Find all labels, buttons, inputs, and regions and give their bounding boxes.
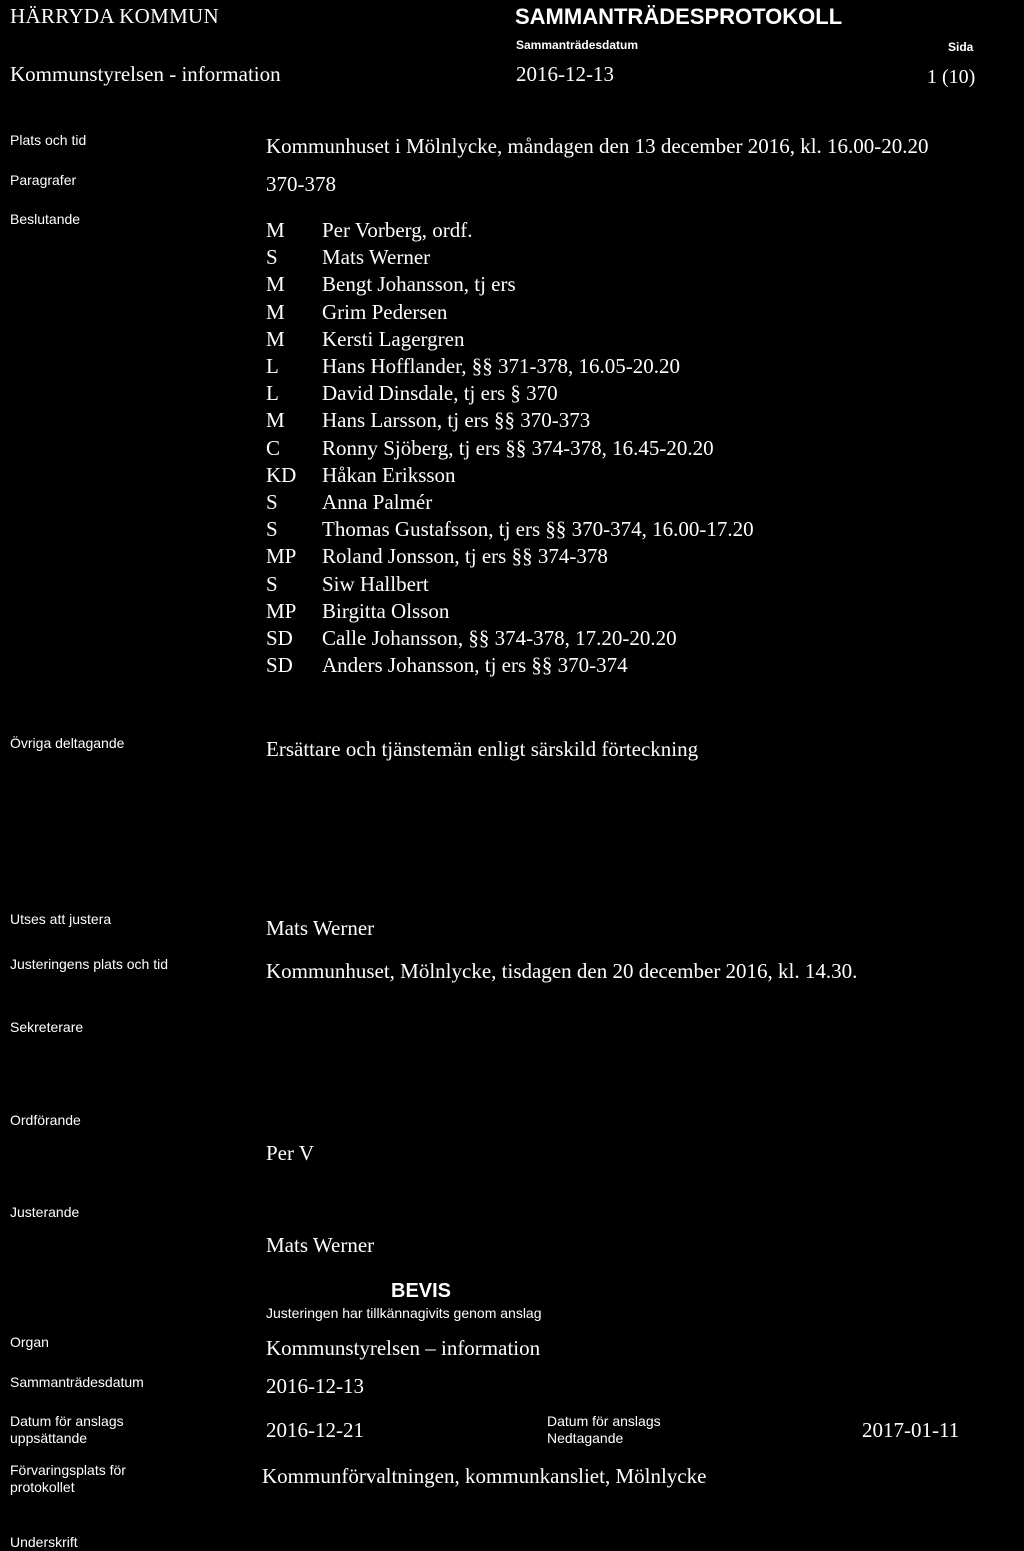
member-party: S <box>266 517 278 542</box>
member-row <box>266 625 1006 652</box>
member-name: Anna Palmér <box>322 489 433 514</box>
member-party: L <box>266 354 279 379</box>
bevis-title: BEVIS <box>391 1280 452 1302</box>
underskrift-label: Underskrift <box>10 1534 78 1550</box>
uppsattande-label-line-1: Datum för anslags <box>10 1413 124 1429</box>
date-label: Sammanträdesdatum <box>516 38 639 52</box>
member-name: Birgitta Olsson <box>322 598 450 623</box>
forvaring-label-line-1: Förvaringsplats för <box>10 1462 126 1478</box>
member-party: M <box>266 272 285 297</box>
justering-label: Justeringens plats och tid <box>10 956 168 972</box>
meeting-date: 2016-12-13 <box>516 62 614 86</box>
member-row <box>266 489 1006 516</box>
member-party: M <box>266 299 285 324</box>
sekreterare-label: Sekreterare <box>10 1019 84 1035</box>
member-row <box>266 271 1006 298</box>
bevis-subtitle: Justeringen har tillkännagivits genom anslag <box>266 1305 542 1321</box>
member-row <box>266 516 1006 543</box>
member-list <box>266 217 1006 679</box>
member-row <box>266 570 1006 597</box>
forvaring-label-line-2: protokollet <box>10 1479 75 1495</box>
justerande-value: Mats Werner <box>266 1233 375 1257</box>
organ-value: Kommunstyrelsen – information <box>266 1336 541 1360</box>
member-party: MP <box>266 598 297 623</box>
utses-value: Mats Werner <box>266 916 375 940</box>
member-party: KD <box>266 462 297 487</box>
nedtagande-label <box>547 1413 661 1447</box>
nedtagande-value: 2017-01-11 <box>862 1418 960 1442</box>
utses-label: Utses att justera <box>10 911 112 927</box>
plats-value: Kommunhuset i Mölnlycke, måndagen den 13 december 2016, kl. 16.00-20.20 <box>266 134 929 158</box>
uppsattande-label <box>10 1413 124 1447</box>
member-row <box>266 299 1006 326</box>
member-name: Thomas Gustafsson, tj ers §§ 370-374, 16.00-17.20 <box>322 517 754 542</box>
member-name: Anders Johansson, tj ers §§ 370-374 <box>322 653 628 678</box>
member-name: Kersti Lagergren <box>322 326 465 351</box>
ordforande-label: Ordförande <box>10 1112 81 1128</box>
document-title: SAMMANTRÄDESPROTOKOLL <box>515 4 843 29</box>
member-name: Grim Pedersen <box>322 299 448 324</box>
member-name: Calle Johansson, §§ 374-378, 17.20-20.20 <box>322 625 677 650</box>
member-party: S <box>266 489 278 514</box>
forvaring-label <box>10 1462 126 1496</box>
member-party: C <box>266 435 281 460</box>
nedtagande-label-line-1: Datum för anslags <box>547 1413 661 1429</box>
paragrafer-value: 370-378 <box>266 172 336 196</box>
paragrafer-label: Paragrafer <box>10 172 77 188</box>
member-row <box>266 543 1006 570</box>
member-row <box>266 407 1006 434</box>
member-party: SD <box>266 625 293 650</box>
member-party: S <box>266 571 278 596</box>
member-name: David Dinsdale, tj ers § 370 <box>322 381 558 406</box>
nedtagande-label-line-2: Nedtagande <box>547 1430 624 1446</box>
member-row <box>266 652 1006 679</box>
member-party: M <box>266 218 285 243</box>
justerande-label: Justerande <box>10 1204 80 1220</box>
member-row <box>266 353 1006 380</box>
uppsattande-label-line-2: uppsättande <box>10 1430 88 1446</box>
organ-label: Organ <box>10 1334 49 1350</box>
plats-label: Plats och tid <box>10 132 87 148</box>
page-label: Sida <box>948 40 974 54</box>
ordforande-value: Per V <box>266 1141 315 1165</box>
org-name: HÄRRYDA KOMMUN <box>10 4 219 28</box>
beslutande-label: Beslutande <box>10 211 81 227</box>
member-party: M <box>266 326 285 351</box>
member-party: L <box>266 381 279 406</box>
member-name: Per Vorberg, ordf. <box>322 218 473 243</box>
ovriga-value: Ersättare och tjänstemän enligt särskild förteckning <box>266 737 699 761</box>
member-party: M <box>266 408 285 433</box>
unit-name: Kommunstyrelsen - information <box>10 62 281 86</box>
member-name: Mats Werner <box>322 245 431 270</box>
member-row <box>266 435 1006 462</box>
member-name: Hans Hofflander, §§ 371-378, 16.05-20.20 <box>322 354 681 379</box>
forvaring-value: Kommunförvaltningen, kommunkansliet, Mölnlycke <box>262 1464 707 1488</box>
member-name: Bengt Johansson, tj ers <box>322 272 516 297</box>
member-row <box>266 326 1006 353</box>
uppsattande-value: 2016-12-21 <box>266 1418 364 1442</box>
page-number: 1 (10) <box>927 66 976 88</box>
bevis-datum-value: 2016-12-13 <box>266 1374 364 1398</box>
member-row <box>266 598 1006 625</box>
member-name: Ronny Sjöberg, tj ers §§ 374-378, 16.45-20.20 <box>322 435 714 460</box>
member-party: MP <box>266 544 297 569</box>
justering-value: Kommunhuset, Mölnlycke, tisdagen den 20 december 2016, kl. 14.30. <box>266 959 858 983</box>
ovriga-label: Övriga deltagande <box>10 735 125 751</box>
member-row <box>266 462 1006 489</box>
member-party: S <box>266 245 278 270</box>
member-row <box>266 217 1006 244</box>
member-name: Hans Larsson, tj ers §§ 370-373 <box>322 408 591 433</box>
member-name: Roland Jonsson, tj ers §§ 374-378 <box>322 544 608 569</box>
member-row <box>266 244 1006 271</box>
member-name: Håkan Eriksson <box>322 462 456 487</box>
member-name: Siw Hallbert <box>322 571 429 596</box>
member-row <box>266 380 1006 407</box>
member-party: SD <box>266 653 293 678</box>
bevis-datum-label: Sammanträdesdatum <box>10 1374 144 1390</box>
